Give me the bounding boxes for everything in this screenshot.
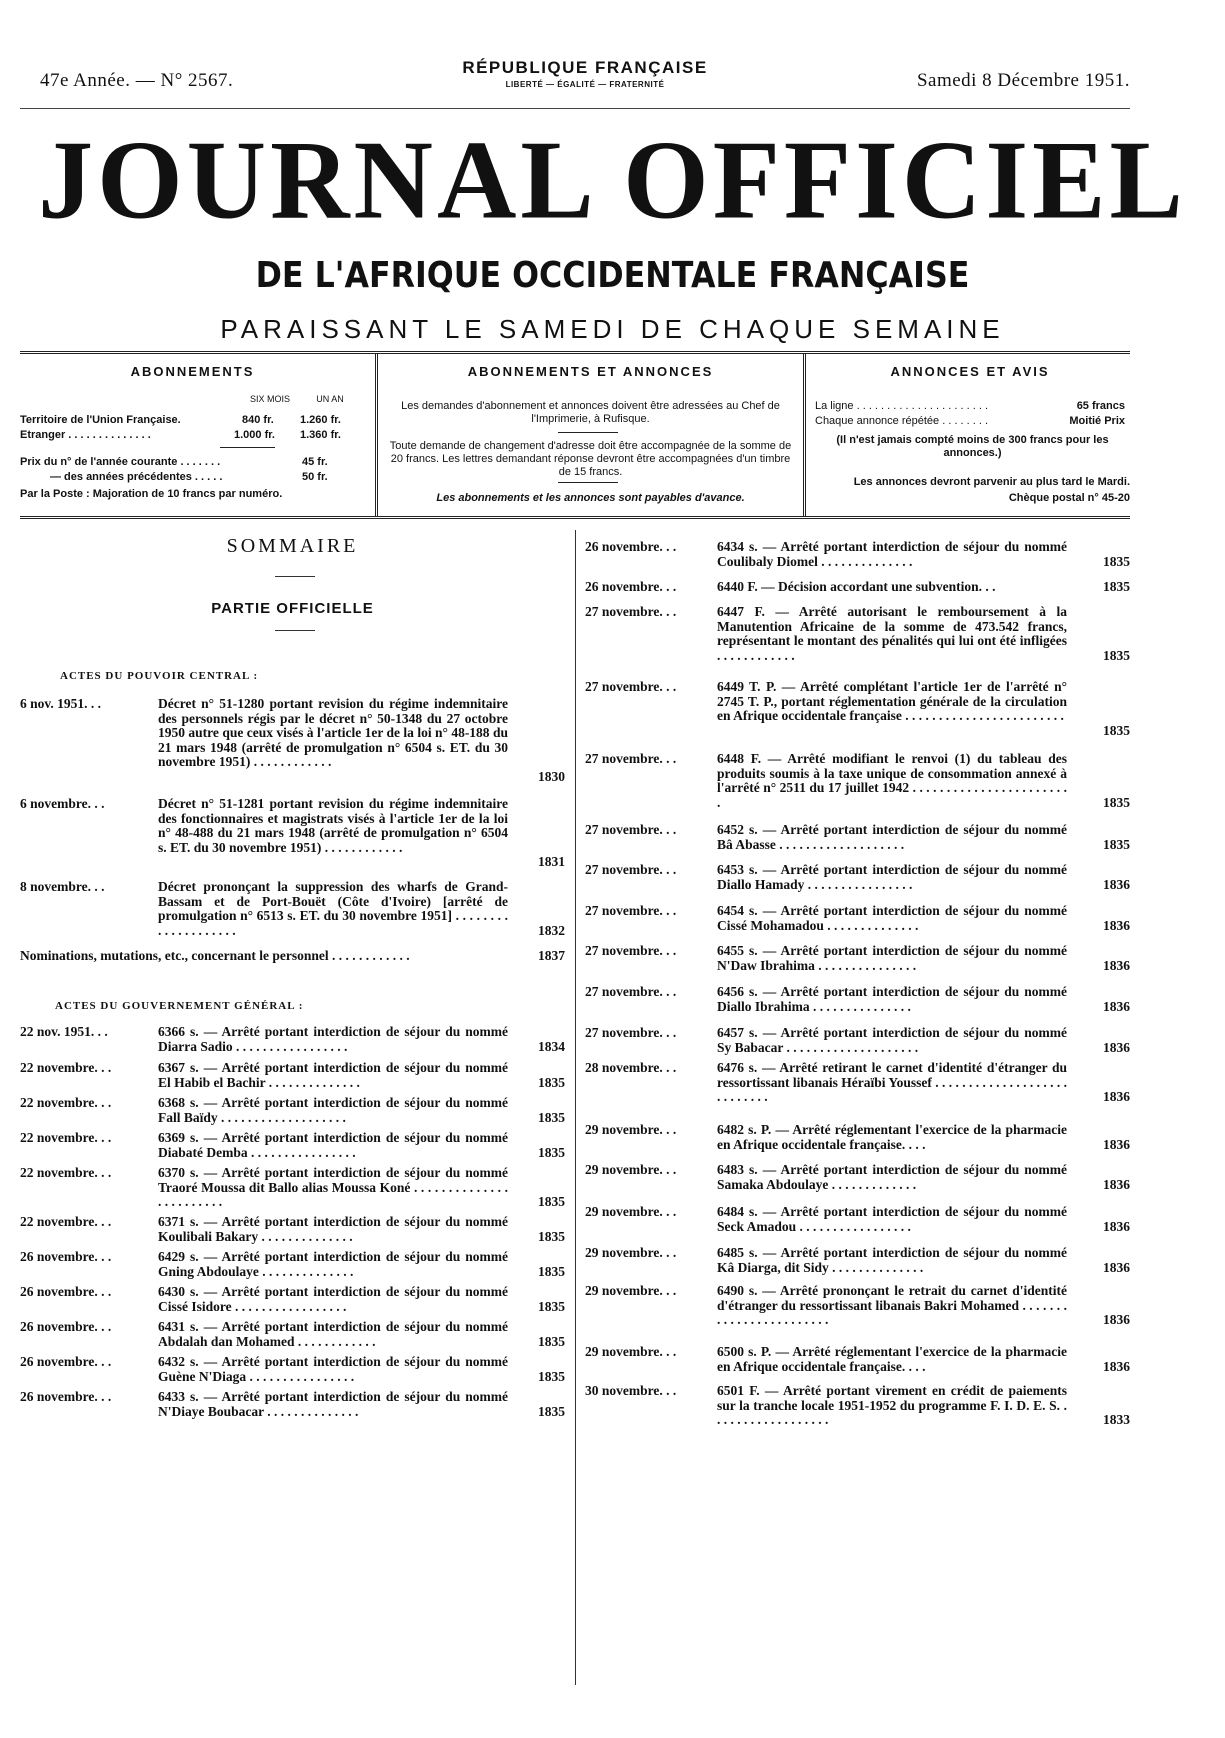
entry-text: 6447 F. — Arrêté autorisant le remboursement à la Manutention Africaine de la somme de 473.542 francs, représentant le montant des pénalités qui lui ont été infligées . . . . . . . . . . . . (717, 604, 1067, 663)
summary-entry (20, 1166, 565, 1210)
abonnements-annonces-p1: Les demandes d'abonnement et annonces doivent être adressées au Chef de l'Imprimerie, à Rufisque. (401, 400, 780, 425)
summary-entry (585, 944, 1130, 973)
entry-date: 27 novembre. . . (585, 984, 677, 999)
summary-entry (585, 823, 1130, 852)
entry-page: 1836 (1103, 917, 1130, 933)
entry-page: 1835 (1103, 553, 1130, 569)
summary-entry (585, 1246, 1130, 1275)
summary-entry (585, 540, 1130, 569)
entry-page: 1835 (1103, 579, 1130, 594)
entry-text: 6369 s. — Arrêté portant interdiction de séjour du nommé Diabaté Demba . . . . . . . . . . . . . . . . (158, 1130, 508, 1160)
entry-text: 6485 s. — Arrêté portant interdiction de séjour du nommé Kâ Diarga, dit Sidy . . . . . . . . . . . . . . (717, 1245, 1067, 1275)
entry-text: 6456 s. — Arrêté portant interdiction de séjour du nommé Diallo Ibrahima . . . . . . . . . . . . . . . (717, 984, 1067, 1014)
entry-text: 6455 s. — Arrêté portant interdiction de séjour du nommé N'Daw Ibrahima . . . . . . . . . . . . . . . (717, 943, 1067, 973)
entry-text: 6371 s. — Arrêté portant interdiction de séjour du nommé Koulibali Bakary . . . . . . . . . . . . . . (158, 1214, 508, 1244)
entry-date: 27 novembre. . . (585, 1025, 677, 1040)
entry-text: 6430 s. — Arrêté portant interdiction de séjour du nommé Cissé Isidore . . . . . . . . . . . . . . . . . (158, 1284, 508, 1314)
entry-text: 6454 s. — Arrêté portant interdiction de séjour du nommé Cissé Mohamadou . . . . . . . . . . . . . . (717, 903, 1067, 933)
summary-entry (585, 904, 1130, 933)
abonnements-columns (240, 394, 360, 404)
nominations-entry (20, 948, 565, 964)
nominations-text: Nominations, mutations, etc., concernant le personnel . . . . . . . . . . . . (20, 948, 410, 963)
repetee-label: Chaque annonce répétée . . . . . . . . (815, 415, 989, 427)
entry-date: 6 novembre. . . (20, 796, 105, 811)
entry-page: 1835 (538, 1263, 565, 1279)
entry-page: 1835 (538, 1403, 565, 1419)
entry-text: Décret n° 51-1281 portant revision du régime indemnitaire des fonctionnaires et magistrats visés à l'article 1er de la loi n° 48-488 du 21 mars 1948 (arrêté de promulgation n° 6504 s. ET. du 30 novembre 1951) . . . . . . . . . . . . (158, 796, 508, 855)
summary-entry (585, 1123, 1130, 1152)
prix-courante-label: Prix du n° de l'année courante . . . . . . . (20, 456, 221, 468)
abonnements-box (20, 354, 365, 516)
summary-entry (20, 1025, 565, 1054)
prix-courante: 45 fr. (302, 456, 328, 468)
subscription-boxes (20, 351, 1130, 519)
entry-date: 29 novembre. . . (585, 1245, 677, 1260)
entry-text: 6429 s. — Arrêté portant interdiction de séjour du nommé Gning Abdoulaye . . . . . . . . . . . . . . (158, 1249, 508, 1279)
summary-entry (585, 680, 1130, 738)
summary-entry (20, 797, 565, 870)
entry-page: 1835 (538, 1368, 565, 1384)
entry-text: Décret n° 51-1280 portant revision du régime indemnitaire des personnels régis par le décret n° 50-1348 du 27 octobre 1950 autre que ceux visés à l'article 1er de la loi n° 48-188 du 21 mars 1948 (arrêté de promulgation n° 6504 s. ET. du 30 novembre 1951) . . . . . . . . . . . . (158, 696, 508, 769)
summary-entry (585, 1284, 1130, 1328)
summary-entry (20, 1131, 565, 1160)
abonnements-annonces-foot: Les abonnements et les annonces sont payables d'avance. (436, 492, 745, 504)
entry-date: 22 novembre. . . (20, 1095, 112, 1110)
entry-text: 6433 s. — Arrêté portant interdiction de séjour du nommé N'Diaye Boubacar . . . . . . . . . . . . . . (158, 1389, 508, 1419)
entry-page: 1835 (538, 1194, 565, 1209)
entry-date: 22 novembre. . . (20, 1060, 112, 1075)
etranger-label: Etranger . . . . . . . . . . . . . . (20, 429, 151, 441)
partie-officielle: PARTIE OFFICIELLE (211, 600, 374, 617)
entry-page: 1832 (538, 922, 565, 938)
entry-text: 6484 s. — Arrêté portant interdiction de séjour du nommé Seck Amadou . . . . . . . . . . . . . . . . . (717, 1204, 1067, 1234)
summary-entry (20, 1061, 565, 1090)
entry-text: 6367 s. — Arrêté portant interdiction de séjour du nommé El Habib el Bachir . . . . . . . . . . . . . . (158, 1060, 508, 1090)
issue-date: Samedi 8 Décembre 1951. (916, 70, 1130, 91)
entry-text: 6501 F. — Arrêté portant virement en crédit de paiements sur la tranche locale 1951-1952 du programme F. I. D. E. S. . . . . . . . . . . . . . . . . . . (717, 1383, 1067, 1427)
entry-text: 6449 T. P. — Arrêté complétant l'article 1er de l'arrêté n° 2745 T. P., portant réglementation générale de la circulation en Afrique occidentale française . . . . . . . . . . . . . . . . . . . . . . . . (717, 679, 1067, 723)
etranger-an: 1.360 fr. (300, 429, 341, 441)
annonces-sep-2 (558, 482, 618, 483)
entry-text: 6490 s. — Arrêté prononçant le retrait du carnet d'identité d'étranger du ressortissant libanais Bakri Mohamed . . . . . . . . . . . . . . . . . . . . . . . . (717, 1283, 1067, 1327)
entry-date: 26 novembre. . . (585, 579, 677, 594)
summary-entry (585, 863, 1130, 892)
entry-page: 1834 (538, 1038, 565, 1054)
ligne-row (815, 400, 1130, 412)
entry-text: 6453 s. — Arrêté portant interdiction de séjour du nommé Diallo Hamady . . . . . . . . . . . . . . . . (717, 862, 1067, 892)
sommaire-rule (275, 576, 315, 577)
entry-page: 1830 (538, 768, 565, 784)
summary-entry (585, 1345, 1130, 1374)
summary-entry (20, 1320, 565, 1349)
entry-date: 27 novembre. . . (585, 903, 677, 918)
territoire-label: Territoire de l'Union Française. (20, 414, 181, 426)
top-header (40, 58, 1130, 98)
ligne-value: 65 francs (1076, 400, 1125, 412)
entry-page: 1835 (538, 1298, 565, 1314)
entry-page: 1835 (538, 1074, 565, 1090)
summary-entry (585, 1061, 1130, 1105)
summary-entry (20, 1096, 565, 1125)
annonces-note: (Il n'est jamais compté moins de 300 francs pour les annonces.) (836, 434, 1109, 459)
entry-date: 26 novembre. . . (20, 1389, 112, 1404)
entry-date: 28 novembre. . . (585, 1060, 677, 1075)
abonnements-annonces-p2: Toute demande de changement d'adresse doit être accompagnée de la somme de 20 francs. Les lettres demandant réponse devront être accompagnées d'un timbre de 15 francs. (389, 440, 792, 478)
annonces-avis-box (810, 354, 1130, 516)
entry-date: 22 novembre. . . (20, 1165, 112, 1180)
republic-block (440, 58, 730, 89)
entry-text: 6370 s. — Arrêté portant interdiction de séjour du nommé Traoré Moussa dit Ballo alias Moussa Koné . . . . . . . . . . . . . . . . . . . . . . . . (158, 1165, 508, 1209)
entry-page: 1836 (1103, 957, 1130, 973)
ligne-label: La ligne . . . . . . . . . . . . . . . . . . . . . . (815, 400, 989, 412)
summary-entry (20, 1215, 565, 1244)
entry-text: 6366 s. — Arrêté portant interdiction de séjour du nommé Diarra Sadio . . . . . . . . . . . . . . . . . (158, 1024, 508, 1054)
entry-date: 27 novembre. . . (585, 604, 677, 619)
annonces-avis-heading: ANNONCES ET AVIS (890, 364, 1050, 379)
prix-prec: 50 fr. (302, 471, 328, 483)
annonces-foot-2: Chèque postal n° 45-20 (1008, 492, 1130, 504)
entry-text: 6483 s. — Arrêté portant interdiction de séjour du nommé Samaka Abdoulaye . . . . . . . . . . . . . (717, 1162, 1067, 1192)
entry-page: 1836 (1103, 998, 1130, 1014)
entry-page: 1835 (1103, 794, 1130, 810)
annonces-sep-1 (558, 432, 618, 433)
journal-title: JOURNAL OFFICIEL (38, 117, 1187, 243)
entry-page: 1835 (538, 1333, 565, 1349)
entry-date: 22 nov. 1951. . . (20, 1024, 108, 1039)
publication-frequency: PARAISSANT LE SAMEDI DE CHAQUE SEMAINE (220, 314, 1005, 344)
entry-date: 27 novembre. . . (585, 822, 677, 837)
republic-title: RÉPUBLIQUE FRANÇAISE (462, 58, 708, 77)
entry-text: 6500 s. P. — Arrêté réglementant l'exercice de la pharmacie en Afrique occidentale française. . . . (717, 1344, 1067, 1374)
col-six-mois: SIX MOIS (249, 394, 290, 404)
entry-date: 22 novembre. . . (20, 1214, 112, 1229)
entry-date: 27 novembre. . . (585, 862, 677, 877)
abonnements-sep (220, 447, 275, 448)
year-issue: 47e Année. — N° 2567. (40, 70, 234, 91)
entry-text: 6476 s. — Arrêté retirant le carnet d'identité d'étranger du ressortissant libanais Héraïbi Youssef . . . . . . . . . . . . . . . . . . . . . . . . . . . . (717, 1060, 1067, 1104)
entry-date: 8 novembre. . . (20, 879, 105, 894)
entry-date: 26 novembre. . . (20, 1319, 112, 1334)
nominations-page: 1837 (538, 948, 565, 963)
summary-entry (585, 1384, 1130, 1428)
entry-date: 26 novembre. . . (20, 1249, 112, 1264)
motto: LIBERTÉ — ÉGALITÉ — FRATERNITÉ (505, 80, 665, 89)
entry-page: 1836 (1103, 876, 1130, 892)
entry-date: 27 novembre. . . (585, 751, 677, 766)
entry-date: 26 novembre. . . (20, 1284, 112, 1299)
partie-rule (275, 630, 315, 631)
summary-entry (20, 697, 565, 784)
entry-date: 29 novembre. . . (585, 1344, 677, 1359)
etranger-six: 1.000 fr. (234, 429, 275, 441)
summary-entry (585, 752, 1130, 810)
entry-text: 6431 s. — Arrêté portant interdiction de séjour du nommé Abdalah dan Mohamed . . . . . . . . . . . . (158, 1319, 508, 1349)
poste-note: Par la Poste : Majoration de 10 francs par numéro. (20, 488, 283, 500)
column-divider (575, 530, 576, 1685)
actes-pouvoir-central: ACTES DU POUVOIR CENTRAL : (60, 670, 259, 682)
col-un-an: UN AN (316, 394, 344, 404)
entry-page: 1831 (538, 854, 565, 869)
entry-page: 1833 (1103, 1412, 1130, 1427)
summary-entry (20, 880, 565, 938)
entry-text: 6368 s. — Arrêté portant interdiction de séjour du nommé Fall Baïdy . . . . . . . . . . . . . . . . . . . (158, 1095, 508, 1125)
masthead (0, 117, 1225, 345)
entry-text: 6440 F. — Décision accordant une subvention. . . (717, 579, 996, 594)
summary-entry (20, 1390, 565, 1419)
summary-entry (20, 1250, 565, 1279)
summary-entry (585, 605, 1130, 663)
summary-entry (585, 1026, 1130, 1055)
entry-date: 30 novembre. . . (585, 1383, 677, 1398)
entry-text: 6434 s. — Arrêté portant interdiction de séjour du nommé Coulibaly Diomel . . . . . . . . . . . . . . (717, 539, 1067, 569)
abonnements-annonces-box (375, 354, 806, 516)
entry-page: 1836 (1103, 1312, 1130, 1327)
repetee-row (815, 415, 1130, 427)
territoire-six: 840 fr. (242, 414, 274, 426)
entry-page: 1835 (1103, 836, 1130, 852)
entry-page: 1835 (538, 1228, 565, 1244)
entry-page: 1835 (538, 1109, 565, 1125)
summary-entry (585, 1163, 1130, 1192)
entry-date: 27 novembre. . . (585, 679, 677, 694)
entry-text: 6482 s. P. — Arrêté réglementant l'exercice de la pharmacie en Afrique occidentale française. . . . (717, 1122, 1067, 1152)
entry-text: 6448 F. — Arrêté modifiant le renvoi (1) du tableau des produits soumis à la taxe unique de consommation annexé à l'arrêté n° 2511 du 17 juillet 1942 . . . . . . . . . . . . . . . . . . . . . . . . (717, 751, 1067, 810)
entry-page: 1835 (538, 1144, 565, 1160)
abonnements-annonces-heading: ABONNEMENTS ET ANNONCES (467, 364, 714, 379)
entry-text: Décret prononçant la suppression des wharfs de Grand-Bassam et de Port-Bouët (Côte d'Ivoire) [arrêté de promulgation n° 6513 s. ET. du 30 novembre 1951] . . . . . . . . . . . . . . . . . . . . (158, 879, 508, 938)
sommaire-title: SOMMAIRE (226, 535, 359, 557)
entry-date: 29 novembre. . . (585, 1162, 677, 1177)
entry-date: 29 novembre. . . (585, 1204, 677, 1219)
entry-page: 1835 (1103, 722, 1130, 738)
entry-date: 27 novembre. . . (585, 943, 677, 958)
entry-text: 6457 s. — Arrêté portant interdiction de séjour du nommé Sy Babacar . . . . . . . . . . . . . . . . . . . . (717, 1025, 1067, 1055)
summary-entry (20, 1285, 565, 1314)
entry-date: 26 novembre. . . (20, 1354, 112, 1369)
prix-prec-label: — des années précédentes . . . . . (50, 471, 223, 483)
entry-date: 29 novembre. . . (585, 1122, 677, 1137)
annonces-foot-1: Les annonces devront parvenir au plus tard le Mardi. (853, 476, 1130, 488)
entry-date: 6 nov. 1951. . . (20, 696, 102, 711)
entry-date: 29 novembre. . . (585, 1283, 677, 1298)
header-rule (20, 108, 1130, 109)
entry-text: 6432 s. — Arrêté portant interdiction de séjour du nommé Guène N'Diaga . . . . . . . . . . . . . . . . (158, 1354, 508, 1384)
entry-page: 1836 (1103, 1358, 1130, 1374)
summary-entry (585, 580, 1130, 595)
entry-page: 1835 (1103, 647, 1130, 663)
entry-text: 6452 s. — Arrêté portant interdiction de séjour du nommé Bâ Abasse . . . . . . . . . . . . . . . . . . . (717, 822, 1067, 852)
abonnements-heading: ABONNEMENTS (130, 364, 255, 379)
entry-date: 26 novembre. . . (585, 539, 677, 554)
repetee-value: Moitié Prix (1069, 415, 1125, 427)
journal-subtitle: DE L'AFRIQUE OCCIDENTALE FRANÇAISE (255, 255, 970, 296)
actes-gouvernement-general: ACTES DU GOUVERNEMENT GÉNÉRAL : (55, 1000, 304, 1012)
summary-entry (20, 1355, 565, 1384)
entry-date: 22 novembre. . . (20, 1130, 112, 1145)
entry-page: 1836 (1103, 1136, 1130, 1152)
entry-page: 1836 (1103, 1218, 1130, 1234)
entry-page: 1836 (1103, 1259, 1130, 1275)
entry-page: 1836 (1103, 1176, 1130, 1192)
summary-entry (585, 985, 1130, 1014)
entry-page: 1836 (1103, 1089, 1130, 1104)
summary-entry (585, 1205, 1130, 1234)
entry-page: 1836 (1103, 1039, 1130, 1055)
territoire-an: 1.260 fr. (300, 414, 341, 426)
